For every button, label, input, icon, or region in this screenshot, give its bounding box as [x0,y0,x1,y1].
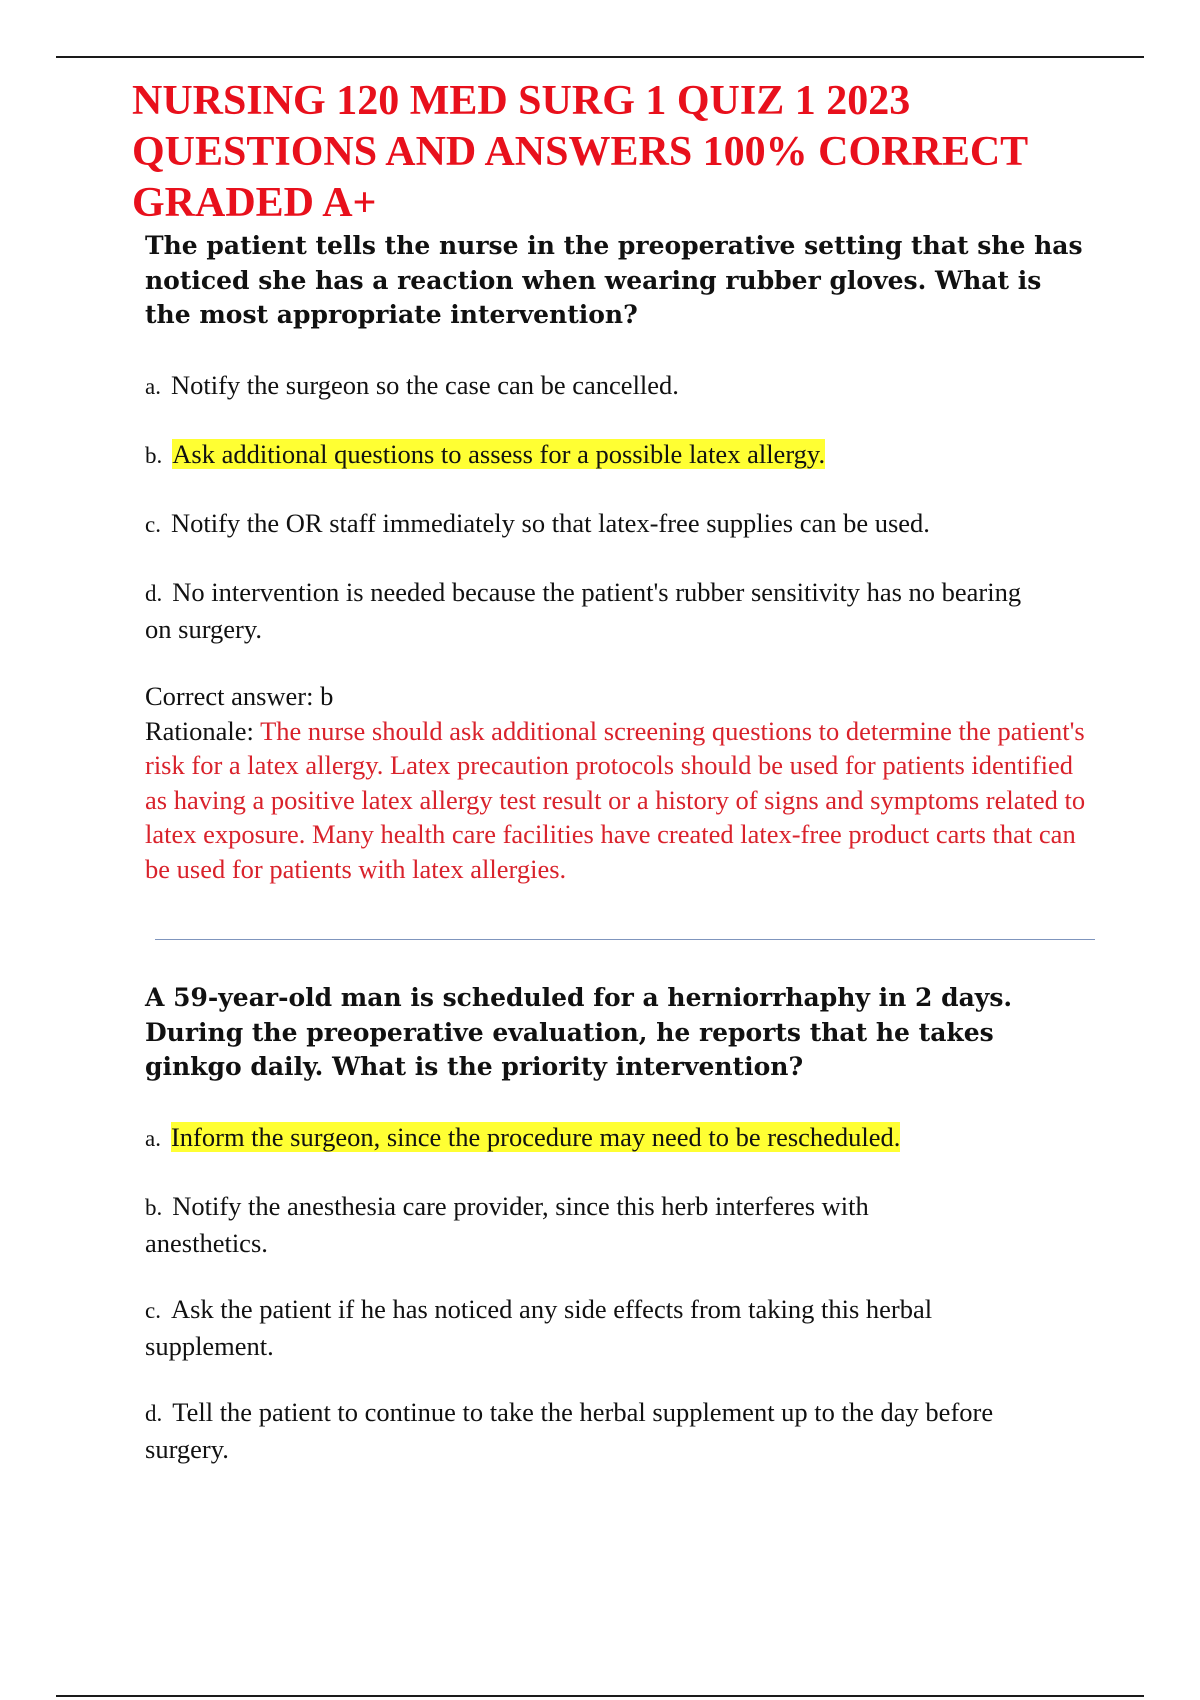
question-1-answer-block [145,679,1095,886]
question-2-option-a [145,1120,1095,1157]
option-text-highlighted: Inform the surgeon, since the procedure may need to be rescheduled. [170,1122,901,1152]
question-1-option-a [145,368,1095,405]
question-1-option-c [145,506,1095,543]
question-1-stem-block [145,229,1095,333]
document-title: NURSING 120 MED SURG 1 QUIZ 1 2023 QUESTIONS AND ANSWERS 100% CORRECT GRADED A+ [132,78,1028,226]
option-text-highlighted: Ask additional questions to assess for a possible latex allergy. [172,439,826,469]
option-letter: d. [145,1401,163,1426]
question-2-option-c [145,1292,1005,1363]
option-text: No intervention is needed because the patient's rubber sensitivity has no bearing on surgery. [145,577,1022,644]
top-rule [56,56,1144,58]
option-text: Tell the patient to continue to take the herbal supplement up to the day before surgery. [145,1397,994,1464]
question-1-stem: The patient tells the nurse in the preoperative setting that she has noticed she has a reaction when wearing rubber gloves. What is the most appropriate intervention? [145,231,1083,329]
question-separator [155,939,1095,940]
option-text: Ask the patient if he has noticed any side effects from taking this herbal supplement. [145,1294,933,1361]
question-1-option-d [145,575,1045,646]
option-letter: c. [145,1298,161,1323]
question-2-option-b [145,1189,975,1260]
question-1-option-b [145,437,1095,474]
rationale-label: Rationale: [145,715,254,746]
option-letter: b. [145,1195,163,1220]
rationale-text: The nurse should ask additional screening questions to determine the patient's risk for a latex allergy. Latex precaution protocols should be used for patients identified as having a positive latex allergy test result or a history of signs and symptoms related to latex exposure. Many health care facilities have created latex-free product carts that can be used for patients with latex allergies. [145,715,1086,884]
option-letter: b. [145,443,163,468]
correct-answer: Correct answer: b [145,681,334,711]
option-text: Notify the anesthesia care provider, since this herb interferes with anesthetics. [145,1191,869,1258]
bottom-rule [56,1695,1144,1697]
rationale [145,714,1095,887]
option-letter: d. [145,581,163,606]
question-2-stem: A 59-year-old man is scheduled for a herniorrhaphy in 2 days. During the preoperative evaluation, he reports that he takes ginkgo daily. What is the priority intervention? [145,983,1013,1081]
option-text: Notify the surgeon so the case can be cancelled. [170,370,679,400]
option-letter: a. [145,374,161,399]
question-2-option-d [145,1395,1025,1466]
option-letter: c. [145,512,161,537]
option-text: Notify the OR staff immediately so that latex-free supplies can be used. [170,508,930,538]
question-2-stem-block [145,981,1095,1085]
option-letter: a. [145,1126,161,1151]
